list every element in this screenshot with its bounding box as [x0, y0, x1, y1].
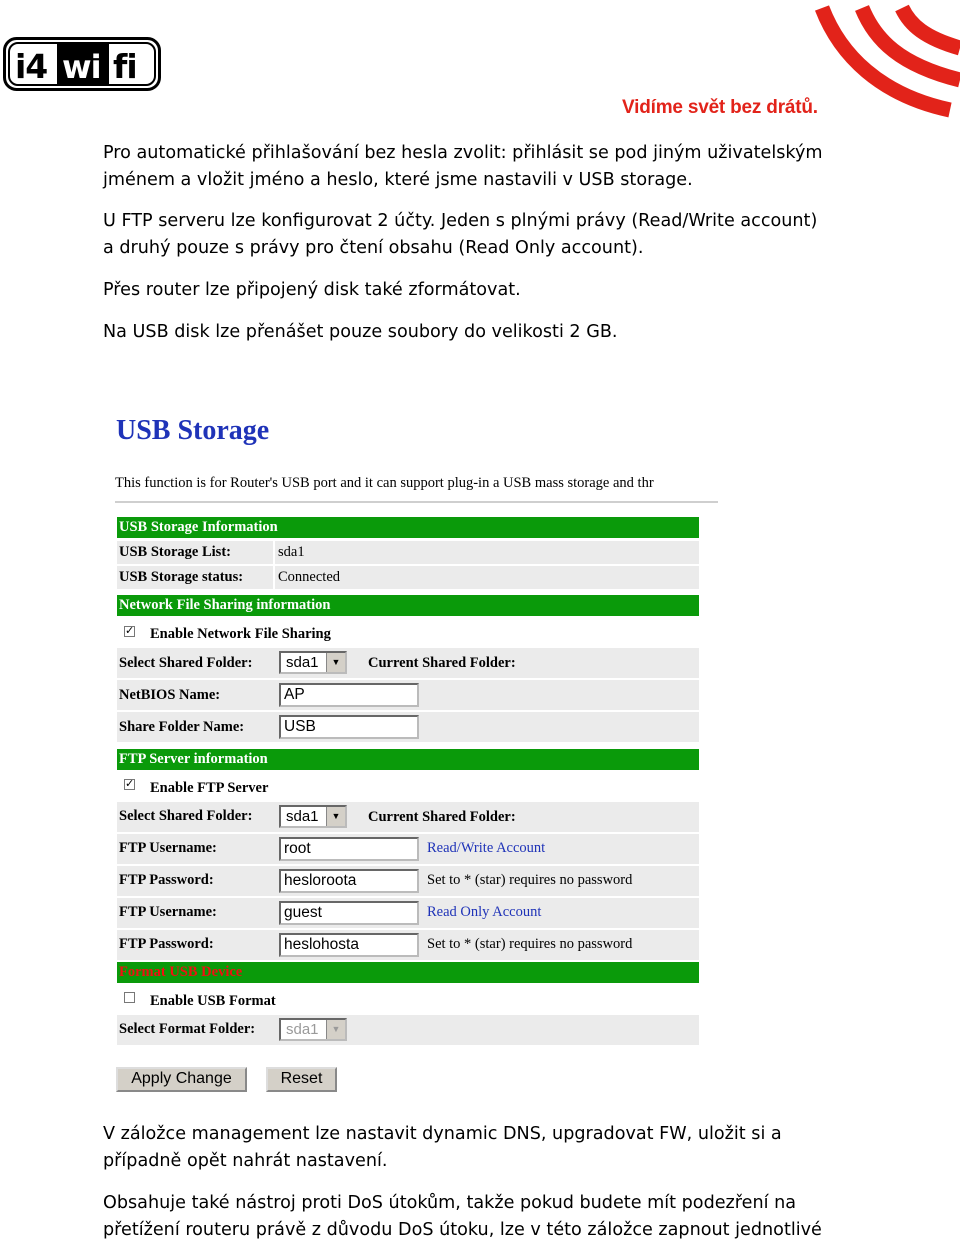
- enable-ftp-label: Enable FTP Server: [150, 780, 269, 796]
- enable-format-checkbox[interactable]: [124, 992, 135, 1003]
- row-share-folder-name: [117, 712, 699, 742]
- row-ftp-username-1: [117, 834, 699, 864]
- ftp-password-label: FTP Password:: [119, 872, 214, 888]
- ftp-password-label: FTP Password:: [119, 936, 214, 952]
- svg-text:wi: wi: [62, 48, 101, 86]
- enable-ftp-checkbox[interactable]: ✓: [125, 778, 135, 790]
- ftp-password-ro-input[interactable]: heslohosta: [279, 933, 419, 957]
- reset-button[interactable]: Reset: [266, 1067, 337, 1092]
- description-divider: [115, 501, 718, 503]
- chevron-down-icon: ▼: [326, 653, 345, 672]
- ftp-folder-select[interactable]: sda1 ▼: [279, 805, 347, 828]
- section-ftp-server: FTP Server information: [117, 749, 699, 770]
- row-enable-nfs: [117, 619, 699, 647]
- nfs-folder-select[interactable]: sda1 ▼: [279, 651, 347, 674]
- brand-tagline: Vidíme svět bez drátů.: [622, 97, 818, 118]
- svg-text:i4: i4: [15, 47, 48, 86]
- chevron-down-icon: ▼: [326, 1020, 345, 1039]
- password-hint: Set to * (star) requires no password: [427, 936, 633, 952]
- row-ftp-password-1: [117, 866, 699, 896]
- enable-format-label: Enable USB Format: [150, 993, 276, 1009]
- section-network-file-sharing: Network File Sharing information: [117, 595, 699, 616]
- storage-status-value: Connected: [278, 569, 341, 585]
- section-usb-storage-info: USB Storage Information: [117, 517, 699, 538]
- enable-nfs-label: Enable Network File Sharing: [150, 626, 331, 642]
- paragraph-auto-login: Pro automatické přihlašování bez hesla zvolit: přihlásit se pod jiným uživatelským jménem a vložit jméno a heslo, které jsme nastavili v USB storage.: [103, 143, 823, 190]
- row-nfs-shared-folder: [117, 648, 699, 678]
- section-format-usb: Format USB Device: [117, 962, 699, 983]
- storage-list-label: USB Storage List:: [119, 544, 231, 560]
- share-folder-label: Share Folder Name:: [119, 719, 245, 735]
- ftp-current-folder-label: Current Shared Folder:: [368, 809, 516, 825]
- enable-nfs-checkbox[interactable]: ✓: [125, 625, 135, 637]
- paragraph-file-size: Na USB disk lze přenášet pouze soubory do velikosti 2 GB.: [103, 322, 618, 342]
- share-folder-input[interactable]: USB: [279, 715, 419, 739]
- read-only-account-note: Read Only Account: [427, 904, 542, 920]
- ftp-username-label: FTP Username:: [119, 904, 217, 920]
- paragraph-format: Přes router lze připojený disk také zformátovat.: [103, 280, 521, 300]
- row-enable-format: [117, 986, 699, 1014]
- ftp-password-rw-input[interactable]: hesloroota: [279, 869, 419, 893]
- svg-text:fi: fi: [113, 47, 137, 86]
- row-ftp-username-2: [117, 898, 699, 928]
- password-hint: Set to * (star) requires no password: [427, 872, 633, 888]
- ftp-username-label: FTP Username:: [119, 840, 217, 856]
- format-folder-select[interactable]: sda1 ▼: [279, 1018, 347, 1041]
- wireless-waves-logo: [800, 0, 960, 125]
- ftp-username-ro-input[interactable]: guest: [279, 901, 419, 925]
- row-storage-status: [117, 566, 699, 589]
- apply-change-button[interactable]: Apply Change: [116, 1067, 247, 1092]
- netbios-input[interactable]: AP: [279, 683, 419, 707]
- netbios-label: NetBIOS Name:: [119, 687, 221, 703]
- page-title: USB Storage: [116, 415, 270, 446]
- paragraph-management: V záložce management lze nastavit dynamic DNS, upgradovat FW, uložit si a případně opět nahrát nastavení.: [103, 1124, 782, 1171]
- row-enable-ftp: [117, 773, 699, 801]
- paragraph-dos: Obsahuje také nástroj proti DoS útokům, takže pokud budete mít podezření na přetížení routeru právě z důvodu DoS útoku, lze v této záložce zapnout jednotlivé: [103, 1193, 822, 1240]
- i4wifi-logo: [3, 37, 161, 91]
- chevron-down-icon: ▼: [326, 807, 345, 826]
- storage-status-label: USB Storage status:: [119, 569, 244, 585]
- nfs-folder-label: Select Shared Folder:: [119, 655, 253, 671]
- read-write-account-note: Read/Write Account: [427, 840, 546, 856]
- paragraph-ftp-accounts: U FTP serveru lze konfigurovat 2 účty. Jeden s plnými právy (Read/Write account) a druhý pouze s právy pro čtení obsahu (Read Only account).: [103, 211, 818, 258]
- nfs-current-folder-label: Current Shared Folder:: [368, 655, 516, 671]
- ftp-username-rw-input[interactable]: root: [279, 837, 419, 861]
- row-storage-list: [117, 541, 699, 564]
- row-ftp-shared-folder: [117, 802, 699, 832]
- storage-list-value: sda1: [278, 544, 305, 560]
- row-ftp-password-2: [117, 930, 699, 960]
- format-folder-label: Select Format Folder:: [119, 1021, 256, 1037]
- row-format-folder: [117, 1015, 699, 1045]
- row-netbios: [117, 680, 699, 710]
- page-description: This function is for Router's USB port and it can support plug-in a USB mass storage and thr: [115, 475, 654, 491]
- ftp-folder-label: Select Shared Folder:: [119, 808, 253, 824]
